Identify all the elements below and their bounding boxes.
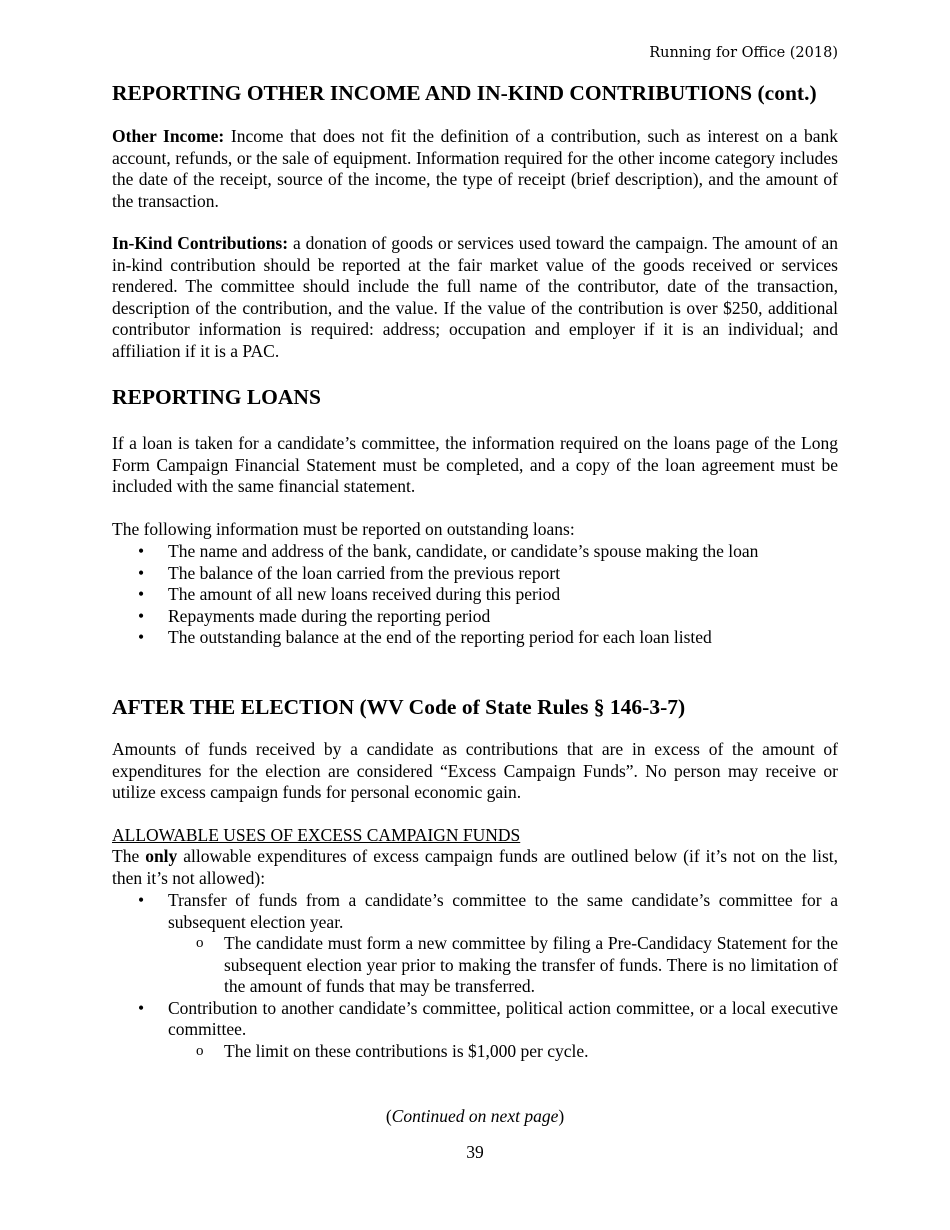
allowable-uses-intro [112, 846, 838, 889]
list-item-text: The amount of all new loans received during this period [168, 584, 561, 604]
loans-paragraph-1: If a loan is taken for a candidate’s committee, the information required on the loans page of the Long Form Campaign Financial Statement must be completed, and a copy of the loan agreement must be included with the same financial statement. [112, 433, 838, 496]
intro-text-post: allowable expenditures of excess campaign funds are outlined below (if it’s not on the list, then it’s not allowed): [112, 846, 838, 888]
inkind-text: a donation of goods or services used toward the campaign. The amount of an in-kind contribution should be reported at the fair market value of the goods received or services rendered. The committee should include the full name of the contributor, date of the transaction, description of the contribution, and the value. If the value of the contribution is over $250, additional contributor information is required: address; occupation and employer if it is an individual; and affiliation if it is a PAC. [112, 233, 838, 361]
list-item [112, 584, 758, 606]
list-item [112, 541, 758, 563]
list-item-text: Contribution to another candidate’s committee, political action committee, or a local executive committee. [168, 997, 838, 1039]
list-item-text: The name and address of the bank, candidate, or candidate’s spouse making the loan [168, 541, 759, 561]
other-income-paragraph [112, 126, 838, 212]
bullet-icon: • [138, 562, 145, 583]
bullet-icon: • [138, 890, 145, 910]
page-number: 39 [466, 1142, 484, 1162]
list-item [112, 890, 838, 998]
list-item [112, 606, 758, 628]
sub-list-item [168, 933, 838, 998]
sub-list-item [168, 1041, 838, 1063]
sub-list [168, 1041, 838, 1063]
hollow-bullet-icon: o [196, 1042, 204, 1059]
continued-text: Continued on next page [391, 1106, 559, 1126]
inkind-label: In-Kind Contributions: [112, 233, 289, 253]
list-item [112, 563, 758, 585]
intro-text-pre: The [112, 846, 146, 866]
other-income-label: Other Income: [112, 126, 225, 146]
sub-list-item-text: The candidate must form a new committee by filing a Pre-Candidacy Statement for the subsequent election year prior to making the transfer of funds. There is no limitation of the amount of funds that may be transferred. [224, 933, 838, 996]
other-income-text: Income that does not fit the definition of a contribution, such as interest on a bank account, refunds, or the sale of equipment. Information required for the other income category includes the date of the receipt, source of the income, the type of receipt (brief description), and the amount of the transaction. [112, 126, 839, 211]
allowable-uses-list [112, 890, 838, 1062]
bullet-icon: • [138, 997, 145, 1018]
hollow-bullet-icon: o [196, 935, 204, 951]
list-item-text: The outstanding balance at the end of the reporting period for each loan listed [168, 627, 712, 647]
bullet-icon: • [138, 584, 145, 604]
section-title-other-income: REPORTING OTHER INCOME AND IN-KIND CONTRIBUTIONS (cont.) [112, 81, 817, 105]
continued-close-paren: ) [558, 1106, 565, 1126]
intro-text-bold: only [145, 846, 178, 866]
sub-list-item-text: The limit on these contributions is $1,000 per cycle. [224, 1040, 589, 1061]
bullet-icon: • [138, 541, 145, 561]
running-header: Running for Office (2018) [649, 45, 838, 61]
list-item-text: The balance of the loan carried from the previous report [168, 562, 561, 583]
continued-note [0, 1106, 950, 1128]
list-item-text: Transfer of funds from a candidate’s committee to the same candidate’s committee for a subsequent election year. [168, 890, 838, 932]
loan-info-list [112, 541, 758, 649]
continued-open-paren: ( [385, 1106, 392, 1126]
sub-list [168, 933, 838, 998]
list-item [112, 627, 758, 649]
section-title-reporting-loans: REPORTING LOANS [112, 385, 321, 409]
allowable-uses-subheading: ALLOWABLE USES OF EXCESS CAMPAIGN FUNDS [112, 825, 521, 845]
inkind-paragraph [112, 233, 838, 362]
bullet-icon: • [138, 605, 145, 626]
list-item [112, 998, 838, 1063]
loans-paragraph-2: The following information must be reported on outstanding loans: [112, 519, 575, 539]
section-title-after-election: AFTER THE ELECTION (WV Code of State Rules § 146-3-7) [112, 695, 686, 719]
bullet-icon: • [138, 627, 145, 647]
list-item-text: Repayments made during the reporting period [168, 605, 491, 626]
excess-funds-paragraph: Amounts of funds received by a candidate as contributions that are in excess of the amount of expenditures for the election are considered “Excess Campaign Funds”. No person may receive or utilize excess campaign funds for personal economic gain. [112, 739, 838, 802]
